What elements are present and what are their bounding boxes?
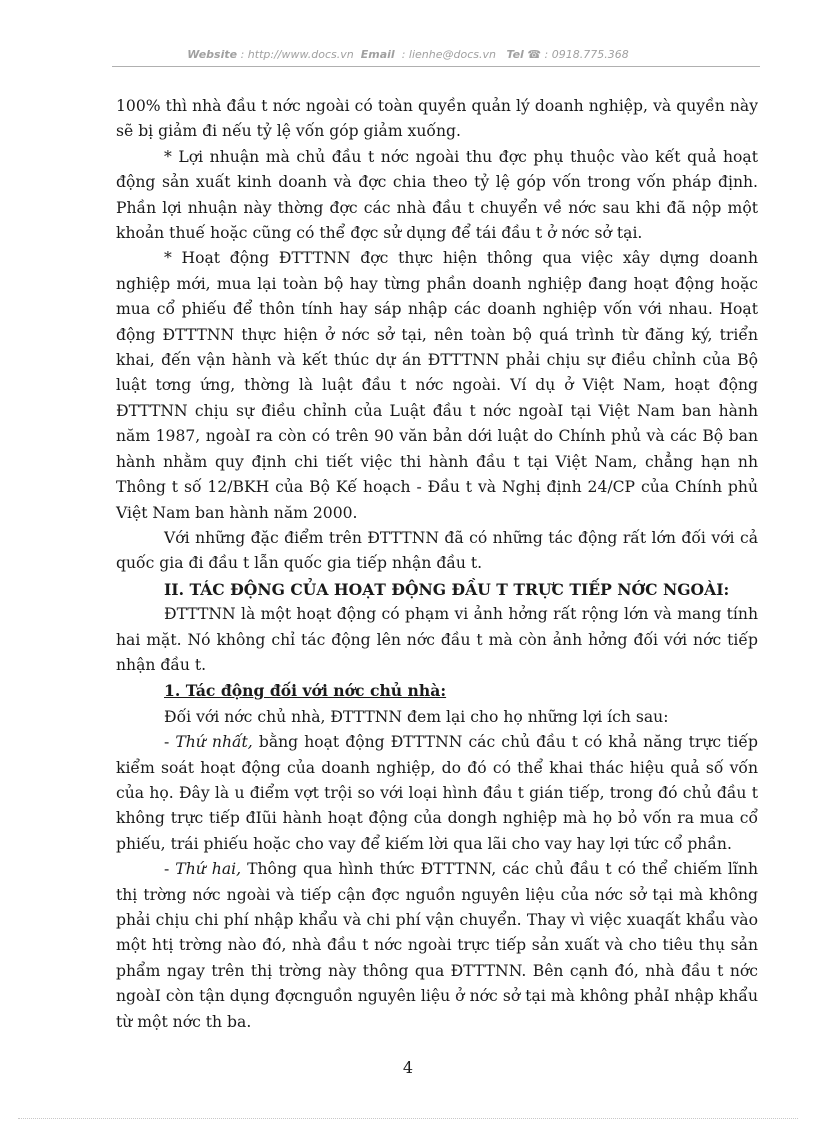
paragraph-8	[116, 857, 758, 1035]
paragraph-7	[116, 730, 758, 857]
email-value: : lienhe@docs.vn	[401, 48, 496, 61]
section-heading-ii: II. TÁC ĐỘNG CỦA HOẠT ĐỘNG ĐẦU T TRỰC TIẾP NỚC NGOÀI:	[164, 579, 730, 599]
paragraph-8-text: Thông qua hình thức ĐTTTNN, các chủ đầu t có thể chiếm lĩnh thị trờng nớc ngoài và tiếp cận đợc nguồn nguyên liệu của nớc sở tại mà không phải chịu chi phí nhập khẩu và chi phí vận chuyển. Thay vì việc xuaqất khẩu vào một htị trờng nào đó, nhà đầu t nớc ngoài trực tiếp sản xuất và cho tiêu thụ sản phẩm ngay trên thị trờng này thông qua ĐTTTNN. Bên cạnh đó, nhà đầu t nớc ngoàI còn tận dụng đợcnguồn nguyên liệu ở nớc sở tại mà không phảI nhập khẩu từ một nớc th ba.	[116, 860, 758, 1031]
paragraph-7-lead: Thứ nhất,	[175, 733, 253, 752]
tel-value: : 0918.775.368	[544, 48, 629, 61]
page-header	[0, 48, 816, 61]
paragraph-3: * Hoạt động ĐTTTNN đợc thực hiện thông qua việc xây dựng doanh nghiệp mới, mua lại toàn bộ hay từng phần doanh nghiệp đang hoạt động hoặc mua cổ phiếu để thôn tính hay sáp nhập các doanh nghiệp vốn với nhau. Hoạt động ĐTTTNN thực hiện ở nớc sở tại, nên toàn bộ quá trình từ đăng ký, triển khai, đến vận hành và kết thúc dự án ĐTTTNN phải chịu sự điều chỉnh của Bộ luật tơng ứng, thờng là luật đầu t nớc ngoài. Ví dụ ở Việt Nam, hoạt động ĐTTTNN chịu sự điều chỉnh của Luật đầu t nớc ngoàI tại Việt Nam ban hành năm 1987, ngoàI ra còn có trên 90 văn bản dới luật do Chính phủ và các Bộ ban hành nhằm quy định chi tiết việc thi hành đầu t tại Việt Nam, chẳng hạn nh Thông t số 12/BKH của Bộ Kế hoạch - Đầu t và Nghị định 24/CP của Chính phủ Việt Nam ban hành năm 2000.	[116, 249, 758, 522]
page-number: 4	[402, 1058, 414, 1077]
tel-label: Tel	[506, 48, 524, 61]
phone-icon: ☎	[527, 48, 542, 61]
subsection-heading-1	[116, 678, 758, 704]
header-divider	[112, 66, 760, 67]
paragraph-8-prefix: -	[164, 860, 176, 879]
paragraph-6: Đối với nớc chủ nhà, ĐTTTNN đem lại cho họ những lợi ích sau:	[164, 707, 669, 726]
website-label: Website	[187, 48, 238, 61]
paragraph-8-lead: Thứ hai,	[175, 860, 242, 879]
email-label: Email	[360, 48, 395, 61]
paragraph-2: * Lợi nhuận mà chủ đầu t nớc ngoài thu đợc phụ thuộc vào kết quả hoạt động sản xuất kinh doanh và đợc chia theo tỷ lệ góp vốn trong vốn pháp định. Phần lợi nhuận này thờng đợc các nhà đầu t chuyển về nớc sau khi đã nộp một khoản thuế hoặc cũng có thể đợc sử dụng để tái đầu t ở nớc sở tại.	[116, 147, 758, 243]
paragraph-7-prefix: -	[164, 733, 176, 752]
website-value: : http://www.docs.vn	[240, 48, 354, 61]
subsection-heading-1-text: 1. Tác động đối với nớc chủ nhà:	[164, 681, 447, 701]
paragraph-1: 100% thì nhà đầu t nớc ngoài có toàn quyền quản lý doanh nghiệp, và quyền này sẽ bị giảm đi nếu tỷ lệ vốn góp giảm xuống.	[116, 97, 758, 141]
paragraph-7-text: bằng hoạt động ĐTTTNN các chủ đầu t có khả năng trực tiếp kiểm soát hoạt động của doanh nghiệp, do đó có thể khai thác hiệu quả số vốn của họ. Đây là u điểm vợt trội so với loại hình đầu t gián tiếp, trong đó chủ đầu t không trực tiếp đIũi hành hoạt động của dongh nghiệp mà họ bỏ vốn ra mua cổ phiếu, trái phiếu hoặc cho vay để kiếm lời qua lãi cho vay hay lợi tức cổ phần.	[116, 733, 758, 853]
page-bottom-border	[18, 1118, 798, 1119]
paragraph-4: Với những đặc điểm trên ĐTTTNN đã có những tác động rất lớn đối với cả quốc gia đi đầu t lẫn quốc gia tiếp nhận đầu t.	[116, 528, 758, 573]
document-body	[116, 94, 758, 1035]
paragraph-5: ĐTTTNN là một hoạt động có phạm vi ảnh hởng rất rộng lớn và mang tính hai mặt. Nó không chỉ tác động lên nớc đầu t mà còn ảnh hởng đối với nớc tiếp nhận đầu t.	[116, 605, 758, 674]
